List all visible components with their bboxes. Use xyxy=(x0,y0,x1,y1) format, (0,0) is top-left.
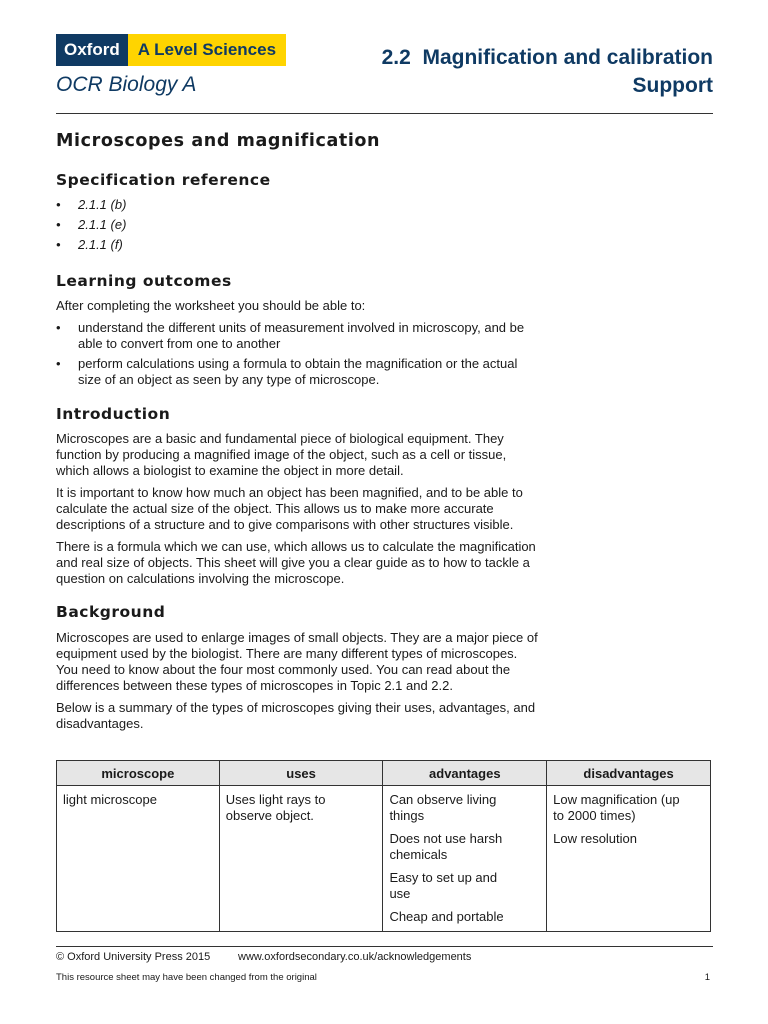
spec-item: • 2.1.1 (b) xyxy=(56,197,127,212)
section-title-line1: 2.2 Magnification and calibration xyxy=(381,46,713,69)
brand-logo xyxy=(56,34,286,66)
header-divider xyxy=(56,113,713,114)
spec-list xyxy=(56,195,713,255)
intro-paragraph: There is a formula which we can use, which allows us to calculate the magnification and real size of objects. This sheet will give you a clear guide as to how to tackle a question on calculations involving the microscope. xyxy=(56,539,536,586)
introduction-heading: Introduction xyxy=(56,405,171,423)
main-content xyxy=(56,126,713,732)
spec-heading: Specification reference xyxy=(56,171,271,189)
footer-copyright: © Oxford University Press 2015 xyxy=(56,951,211,963)
background-paragraph: Microscopes are used to enlarge images of small objects. They are a major piece of equipment used by the biologist. There are many different types of microscopes. You need to know about the four most commonly used. You can read about the differences between these types of microscopes in Topic 2.1 and 2.2. xyxy=(56,630,538,693)
table-header-row xyxy=(57,761,711,786)
column-header: advantages xyxy=(383,761,547,786)
table-row xyxy=(57,786,711,932)
column-header: microscope xyxy=(57,761,220,786)
section-title xyxy=(382,44,713,100)
intro-paragraph: It is important to know how much an object has been magnified, and to be able to calculate the actual size of the object. This allows us to make more accurate descriptions of a structure and to give comparisons with other structures visible. xyxy=(56,485,523,532)
spec-item: • 2.1.1 (e) xyxy=(56,217,127,232)
brand-oxford: Oxford xyxy=(56,34,128,66)
cell-disadvantages: Low magnification (up to 2000 times) Low resolution xyxy=(547,786,711,932)
column-header: disadvantages xyxy=(547,761,711,786)
cell-microscope: light microscope xyxy=(57,786,220,932)
microscope-table xyxy=(56,760,711,932)
intro-paragraph: Microscopes are a basic and fundamental piece of biological equipment. They function by producing a magnified image of the object, such as a cell or tissue, which allows a biologist to examine the object in more detail. xyxy=(56,431,507,478)
footer-divider xyxy=(56,946,713,947)
spec-item: • 2.1.1 (f) xyxy=(56,237,123,252)
cell-uses: Uses light rays to observe object. xyxy=(219,786,383,932)
page-number: 1 xyxy=(704,972,710,983)
footer-acknowledgements-link[interactable]: www.oxfordsecondary.co.uk/acknowledgements xyxy=(238,951,472,963)
outcome-item: • understand the different units of measurement involved in microscopy, and be able to convert from one to another xyxy=(56,320,525,351)
course-title: OCR Biology A xyxy=(56,73,197,96)
section-title-line2: Support xyxy=(632,74,713,97)
cell-advantages: Can observe living things Does not use harsh chemicals Easy to set up and use Cheap and portable xyxy=(383,786,547,932)
brand-series: A Level Sciences xyxy=(128,34,286,66)
page-header xyxy=(56,34,713,114)
outcomes-intro: After completing the worksheet you should be able to: xyxy=(56,298,366,313)
outcomes-list xyxy=(56,320,713,388)
background-heading: Background xyxy=(56,603,166,621)
column-header: uses xyxy=(219,761,383,786)
page-title: Microscopes and magnification xyxy=(56,131,381,151)
background-paragraph: Below is a summary of the types of microscopes giving their uses, advantages, and disadvantages. xyxy=(56,700,536,731)
outcome-item: • perform calculations using a formula to obtain the magnification or the actual size of an object as seen by any type of microscope. xyxy=(56,356,518,387)
outcomes-heading: Learning outcomes xyxy=(56,272,232,290)
footer-note: This resource sheet may have been changed from the original xyxy=(56,972,317,983)
